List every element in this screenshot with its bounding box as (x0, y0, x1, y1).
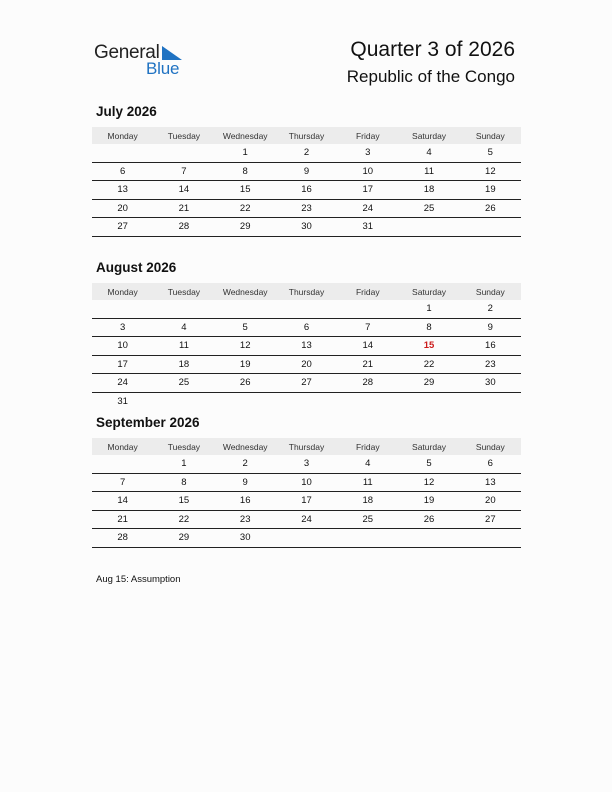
logo-word-blue: Blue (146, 59, 180, 78)
weekday-label: Tuesday (167, 130, 201, 141)
week-row (92, 529, 521, 548)
day-cell: 9 (487, 321, 493, 333)
day-cell: 11 (424, 165, 434, 177)
weekday-header (92, 438, 521, 455)
weekday-label: Monday (107, 130, 138, 141)
day-cell: 20 (117, 202, 128, 214)
weekday-label: Monday (107, 286, 138, 297)
month-title: September 2026 (96, 415, 200, 430)
day-cell: 6 (487, 458, 493, 470)
day-cell: 12 (485, 165, 496, 177)
day-cell: 26 (485, 202, 496, 214)
weekday-label: Tuesday (167, 441, 201, 452)
week-row (92, 163, 521, 182)
week-row (92, 300, 521, 319)
day-cell: 15 (239, 184, 251, 196)
day-cell: 14 (117, 495, 128, 507)
logo-word-general: General (94, 42, 160, 63)
day-cell: 1 (181, 458, 187, 470)
day-cell: 30 (301, 221, 312, 233)
week-row (92, 218, 521, 237)
day-cell: 29 (423, 377, 435, 389)
day-cell: 10 (301, 476, 312, 488)
day-cell: 28 (117, 532, 128, 544)
weekday-header (92, 127, 521, 144)
day-cell: 23 (485, 358, 496, 370)
day-cell: 20 (485, 495, 496, 507)
day-cell: 16 (301, 184, 312, 196)
weekday-label: Saturday (412, 286, 447, 297)
day-cell: 19 (423, 495, 435, 507)
day-cell: 15 (178, 495, 190, 507)
day-cell: 13 (117, 184, 128, 196)
month-september (92, 415, 521, 548)
week-row (92, 492, 521, 511)
day-cell: 21 (117, 513, 128, 525)
day-cell: 1 (426, 303, 432, 315)
weekday-label: Monday (107, 441, 138, 452)
day-cell: 17 (301, 495, 312, 507)
day-cell: 11 (178, 340, 189, 352)
day-cell: 23 (239, 513, 251, 525)
day-cell: 12 (239, 340, 251, 352)
day-cell: 21 (178, 202, 190, 214)
day-cell: 13 (301, 340, 312, 352)
week-row (92, 511, 521, 530)
week-row (92, 474, 521, 493)
weekday-label: Wednesday (222, 286, 268, 297)
weekday-label: Saturday (412, 130, 447, 141)
day-cell: 28 (362, 377, 374, 389)
day-cell: 24 (362, 202, 374, 214)
holiday-day-cell: 15 (423, 340, 435, 352)
weekday-label: Thursday (288, 441, 325, 452)
day-cell: 3 (303, 458, 310, 470)
day-cell: 25 (423, 202, 435, 214)
day-cell: 22 (178, 513, 190, 525)
page-title: Quarter 3 of 2026 (350, 38, 515, 61)
generalblue-logo (94, 42, 194, 78)
day-cell: 30 (485, 377, 496, 389)
week-row (92, 356, 521, 375)
day-cell: 8 (426, 321, 432, 333)
weekday-label: Saturday (412, 441, 447, 452)
day-cell: 2 (487, 303, 493, 315)
logo-triangle-icon (162, 46, 182, 60)
weekday-label: Friday (355, 441, 380, 452)
day-cell: 26 (239, 377, 251, 389)
day-cell: 7 (365, 321, 371, 333)
weekday-label: Sunday (475, 286, 505, 297)
day-cell: 27 (485, 513, 496, 525)
weekday-label: Wednesday (222, 441, 268, 452)
day-cell: 29 (178, 532, 190, 544)
day-cell: 13 (485, 476, 496, 488)
day-cell: 12 (423, 476, 435, 488)
day-cell: 14 (362, 340, 374, 352)
week-row (92, 337, 521, 356)
weekday-header (92, 283, 521, 300)
weekday-label: Thursday (288, 286, 325, 297)
day-cell: 8 (242, 165, 248, 177)
day-cell: 3 (119, 321, 126, 333)
day-cell: 22 (423, 358, 435, 370)
day-cell: 18 (362, 495, 374, 507)
month-july (92, 104, 521, 237)
day-cell: 10 (362, 165, 374, 177)
day-cell: 8 (181, 476, 187, 488)
day-cell: 21 (362, 358, 374, 370)
weekday-label: Friday (355, 286, 380, 297)
week-row (92, 374, 521, 393)
week-row (92, 200, 521, 219)
day-cell: 17 (362, 184, 374, 196)
day-cell: 25 (178, 377, 190, 389)
day-cell: 2 (242, 458, 248, 470)
day-cell: 23 (301, 202, 312, 214)
weekday-label: Sunday (475, 130, 505, 141)
day-cell: 4 (181, 321, 187, 333)
weekday-label: Wednesday (222, 130, 268, 141)
day-cell: 5 (426, 458, 432, 470)
day-cell: 4 (365, 458, 371, 470)
week-row (92, 393, 521, 411)
day-cell: 11 (362, 476, 373, 488)
weekday-label: Friday (355, 130, 380, 141)
day-cell: 25 (362, 513, 374, 525)
day-cell: 9 (242, 476, 248, 488)
day-cell: 26 (423, 513, 435, 525)
day-cell: 24 (301, 513, 312, 525)
weekday-label: Thursday (288, 130, 325, 141)
day-cell: 19 (485, 184, 496, 196)
day-cell: 3 (365, 147, 371, 159)
month-title: July 2026 (96, 104, 157, 119)
day-cell: 6 (119, 165, 126, 177)
weekday-label: Tuesday (167, 286, 201, 297)
day-cell: 2 (303, 147, 310, 159)
country-name: Republic of the Congo (346, 67, 515, 86)
day-cell: 5 (242, 321, 248, 333)
day-cell: 6 (303, 321, 310, 333)
day-cell: 9 (303, 165, 310, 177)
day-cell: 27 (301, 377, 312, 389)
month-title: August 2026 (96, 260, 177, 275)
day-cell: 19 (239, 358, 251, 370)
day-cell: 24 (117, 377, 128, 389)
day-cell: 17 (117, 358, 128, 370)
day-cell: 14 (178, 184, 190, 196)
day-cell: 7 (181, 165, 187, 177)
day-cell: 1 (242, 147, 248, 159)
day-cell: 5 (487, 147, 493, 159)
week-row (92, 319, 521, 338)
day-cell: 30 (239, 532, 251, 544)
day-cell: 7 (119, 476, 126, 488)
day-cell: 10 (117, 340, 128, 352)
holiday-note: Aug 15: Assumption (96, 574, 181, 585)
day-cell: 27 (117, 221, 128, 233)
week-row (92, 455, 521, 474)
day-cell: 22 (239, 202, 251, 214)
day-cell: 28 (178, 221, 190, 233)
day-cell: 16 (239, 495, 251, 507)
day-cell: 20 (301, 358, 312, 370)
day-cell: 31 (362, 221, 374, 233)
day-cell: 18 (178, 358, 190, 370)
week-row (92, 144, 521, 163)
day-cell: 16 (485, 340, 496, 352)
day-cell: 31 (117, 395, 128, 407)
week-row (92, 181, 521, 200)
day-cell: 18 (423, 184, 435, 196)
weekday-label: Sunday (475, 441, 505, 452)
day-cell: 4 (426, 147, 432, 159)
month-august (92, 260, 521, 410)
day-cell: 29 (239, 221, 251, 233)
